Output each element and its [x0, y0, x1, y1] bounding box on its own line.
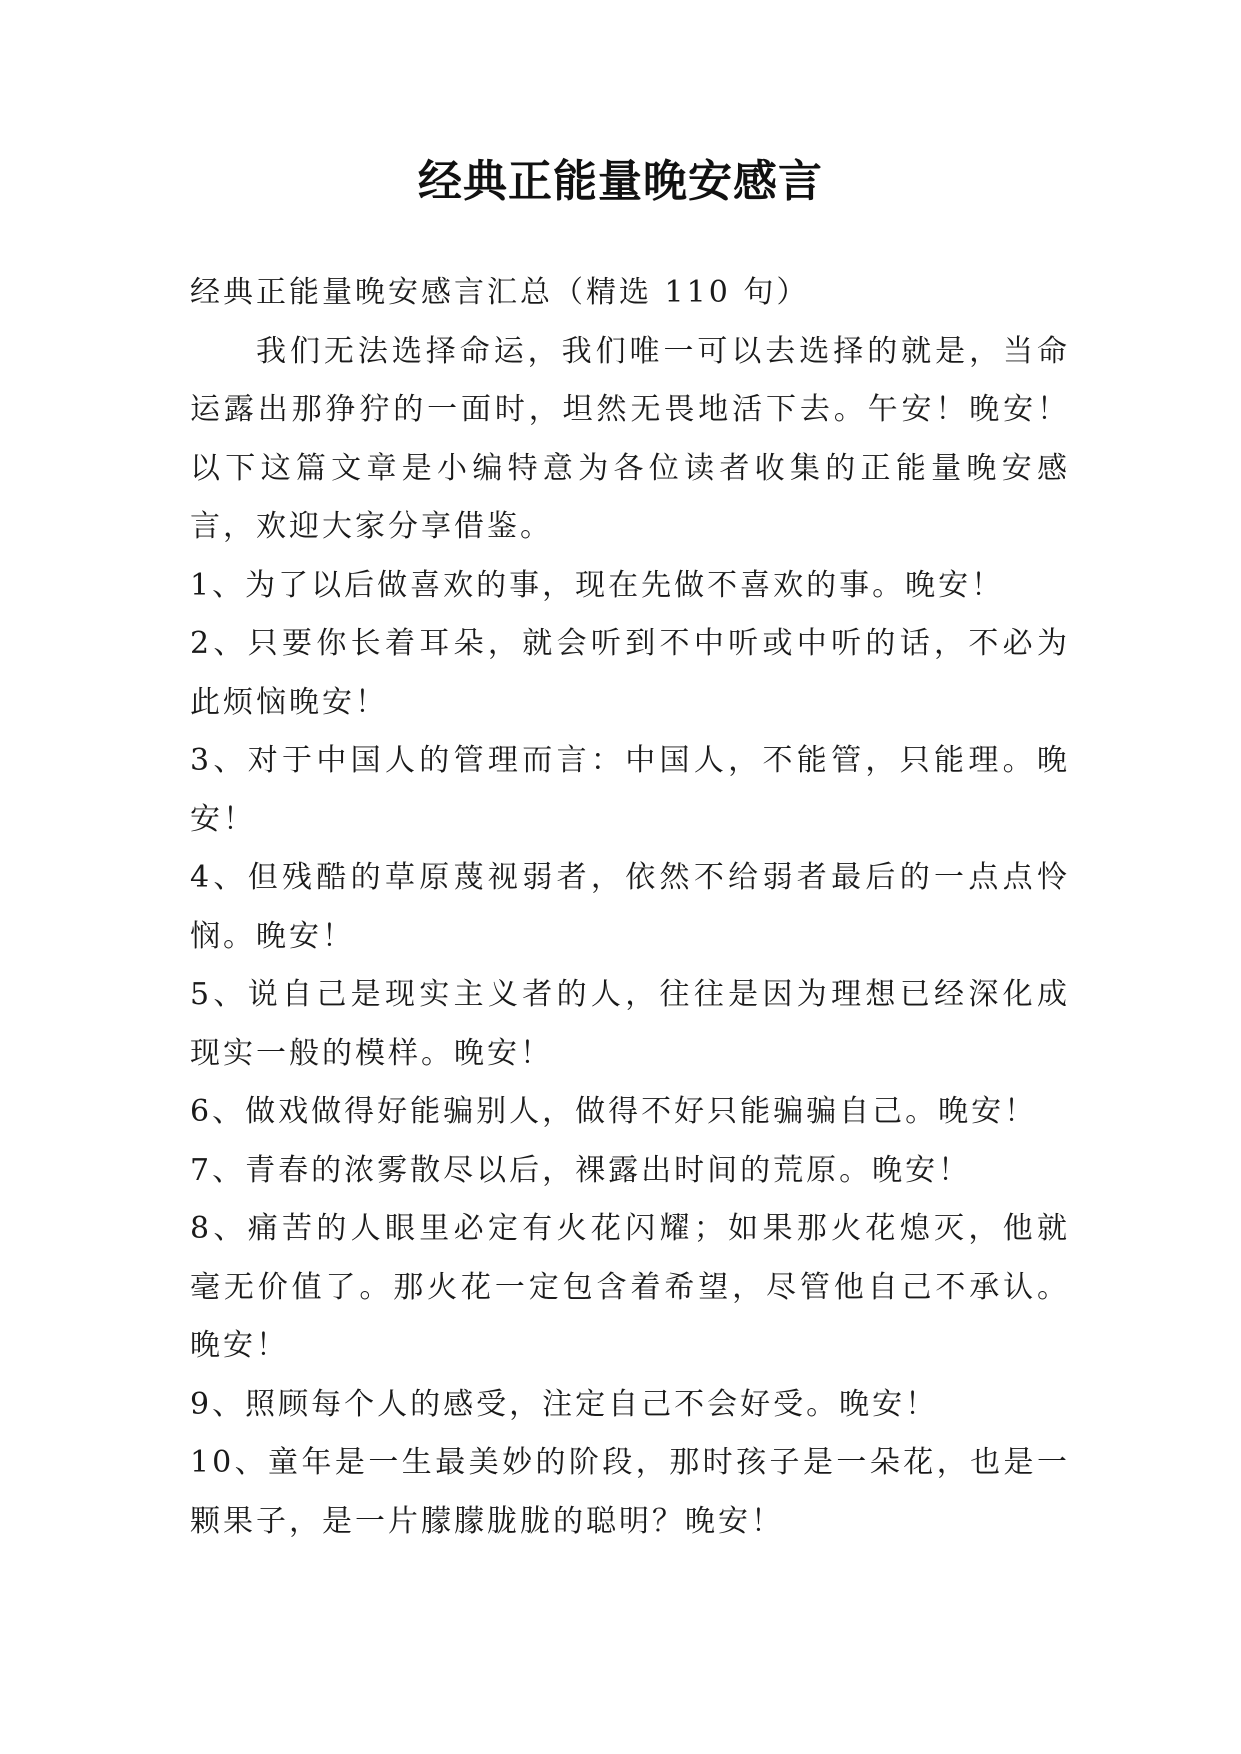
list-item: 3、对于中国人的管理而言：中国人，不能管，只能理。晚安！: [190, 743, 1070, 837]
document-subtitle: 经典正能量晚安感言汇总（精选 110 句）: [190, 275, 810, 310]
list-item: 5、说自己是现实主义者的人，往往是因为理想已经深化成现实一般的模样。晚安！: [190, 977, 1070, 1071]
list-item: 4、但残酷的草原蔑视弱者，依然不给弱者最后的一点点怜悯。晚安！: [190, 860, 1070, 954]
intro-paragraph: 我们无法选择命运，我们唯一可以去选择的就是，当命运露出那狰狞的一面时，坦然无畏地活下去。午安！晚安！以下这篇文章是小编特意为各位读者收集的正能量晚安感言，欢迎大家分享借鉴。: [190, 333, 1070, 544]
list-item: 9、照顾每个人的感受，注定自己不会好受。晚安！: [190, 1386, 939, 1422]
list-item: 8、痛苦的人眼里必定有火花闪耀；如果那火花熄灭，他就毫无价值了。那火花一定包含着希望，尽管他自己不承认。晚安！: [190, 1211, 1070, 1363]
document-body: [190, 264, 1070, 1551]
list-item: 1、为了以后做喜欢的事，现在先做不喜欢的事。晚安！: [190, 567, 1005, 603]
document-title: 经典正能量晚安感言: [418, 156, 823, 207]
list-item: 6、做戏做得好能骗别人，做得不好只能骗骗自己。晚安！: [190, 1094, 1038, 1129]
list-item: 2、只要你长着耳朵，就会听到不中听或中听的话，不必为此烦恼晚安！: [190, 626, 1070, 720]
list-item: 7、青春的浓雾散尽以后，裸露出时间的荒原。晚安！: [190, 1152, 972, 1188]
list-item: 10、童年是一生最美妙的阶段，那时孩子是一朵花，也是一颗果子，是一片朦朦胧胧的聪明？晚安！: [190, 1445, 1070, 1539]
